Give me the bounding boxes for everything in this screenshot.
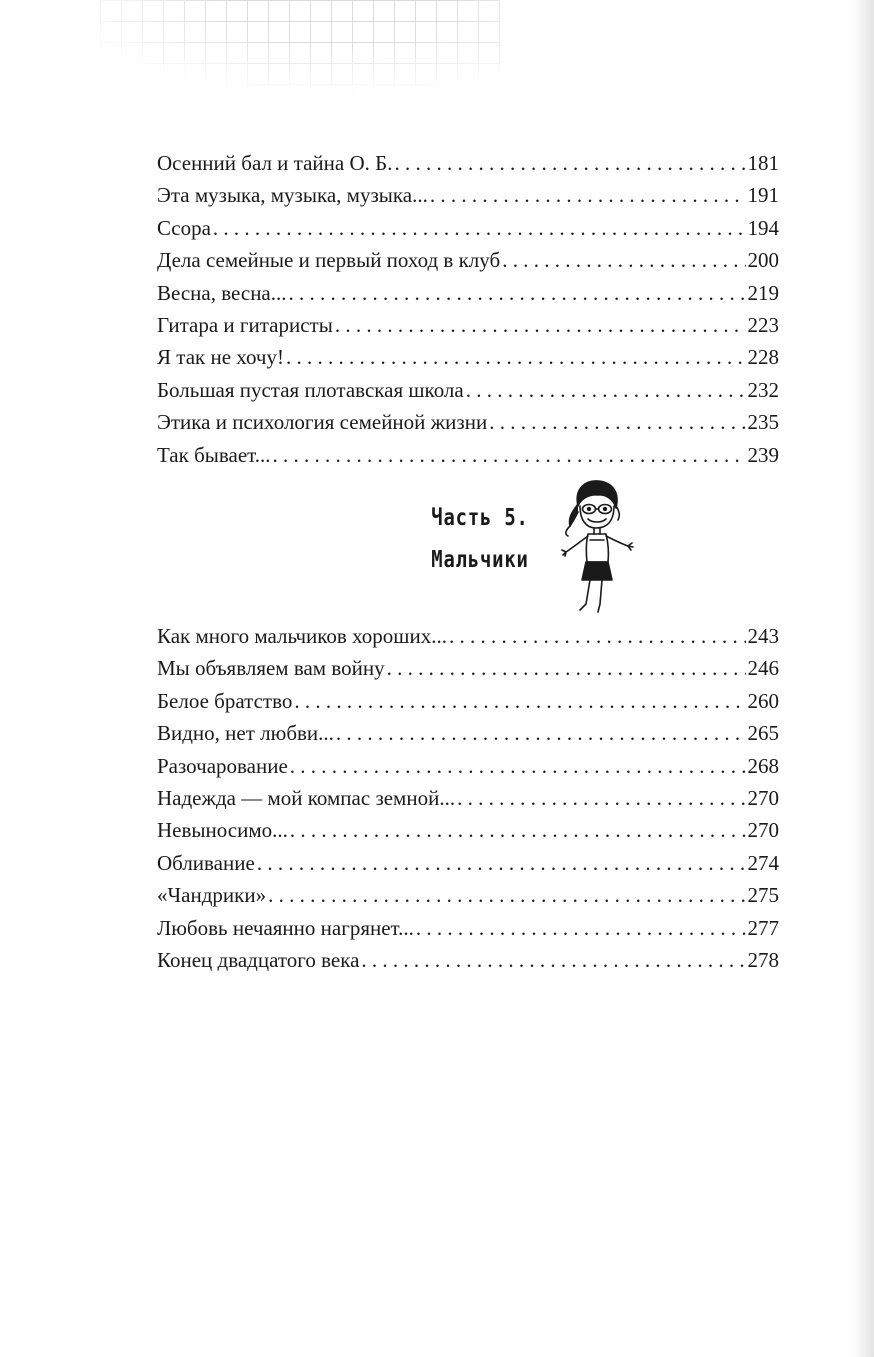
toc-entry-page: 239: [747, 442, 779, 467]
toc-entry-title: Обливание: [157, 850, 255, 875]
toc-leader-dots: [268, 879, 745, 911]
toc-leader-dots: [336, 717, 746, 749]
toc-leader-dots: [290, 750, 746, 782]
toc-entry-page: 200: [747, 248, 779, 273]
toc-entry-page: 246: [747, 656, 779, 681]
toc-entry[interactable]: [157, 944, 779, 976]
toc-entry-title: Надежда — мой компас земной...: [157, 785, 456, 810]
toc-leader-dots: [430, 179, 746, 211]
toc-entry-title: Ссора: [157, 215, 211, 240]
toc-leader-dots: [286, 341, 746, 373]
toc-entry-title: «Чандрики»: [157, 883, 267, 908]
toc-leader-dots: [466, 374, 746, 406]
toc-entry-title: Видно, нет любви...: [157, 721, 334, 746]
toc-leader-dots: [502, 244, 745, 276]
toc-entry[interactable]: [157, 782, 779, 814]
toc-leader-dots: [416, 912, 746, 944]
toc-entry-page: 270: [747, 785, 779, 810]
toc-leader-dots: [294, 685, 745, 717]
toc-entry-page: 268: [747, 753, 779, 778]
toc-entry-page: 228: [747, 345, 779, 370]
toc-entry[interactable]: [157, 879, 779, 911]
girl-illustration: [556, 476, 638, 616]
toc-entry-title: Невыносимо...: [157, 818, 288, 843]
toc-entry[interactable]: [157, 147, 779, 179]
part-number-heading: Часть 5.: [431, 505, 529, 531]
toc-entry-page: 219: [747, 280, 779, 305]
toc-entry[interactable]: [157, 179, 779, 211]
toc-leader-dots: [213, 212, 746, 244]
toc-entry-title: Осенний бал и тайна О. Б.: [157, 151, 393, 175]
toc-entry[interactable]: [157, 309, 779, 341]
toc-entry-page: 275: [747, 883, 779, 908]
toc-entry[interactable]: [157, 212, 779, 244]
toc-entry[interactable]: [157, 277, 779, 309]
toc-entry-title: Так бывает...: [157, 442, 271, 467]
toc-entry-page: 274: [747, 850, 779, 875]
toc-entry-title: Разочарование: [157, 753, 288, 778]
toc-leader-dots: [361, 944, 745, 976]
toc-leader-dots: [387, 652, 746, 684]
page-edge-shadow: [852, 0, 874, 1357]
toc-leader-dots: [457, 782, 745, 814]
toc-entry[interactable]: [157, 439, 779, 471]
toc-entry[interactable]: [157, 685, 779, 717]
toc-entry-page: 235: [747, 410, 779, 435]
toc-entry-page: 181: [747, 151, 779, 175]
toc-entry[interactable]: [157, 912, 779, 944]
toc-entry[interactable]: [157, 406, 779, 438]
toc-entry[interactable]: [157, 847, 779, 879]
toc-entry[interactable]: [157, 750, 779, 782]
toc-entry-title: Этика и психология семейной жизни: [157, 410, 488, 435]
toc-entry-title: Белое братство: [157, 688, 293, 713]
toc-entry-page: 278: [747, 947, 779, 972]
graph-paper-decoration: [100, 0, 500, 100]
toc-entry-title: Я так не хочу!: [157, 345, 284, 370]
toc-entry-title: Весна, весна...: [157, 280, 287, 305]
toc-entry[interactable]: [157, 374, 779, 406]
toc-entry-page: 270: [747, 818, 779, 843]
toc-entry-title: Дела семейные и первый поход в клуб: [157, 248, 501, 273]
toc-entry[interactable]: [157, 620, 779, 652]
toc-leader-dots: [273, 439, 746, 471]
toc-entry-title: Любовь нечаянно нагрянет...: [157, 915, 414, 940]
toc-leader-dots: [335, 309, 746, 341]
part-name-heading: Мальчики: [431, 547, 529, 573]
toc-entry-page: 277: [747, 915, 779, 940]
toc-leader-dots: [449, 620, 746, 652]
toc-entry-title: Гитара и гитаристы: [157, 312, 333, 337]
table-of-contents-section-1: [157, 147, 779, 471]
toc-leader-dots: [290, 814, 746, 846]
toc-entry[interactable]: [157, 814, 779, 846]
toc-entry-title: Эта музыка, музыка, музыка...: [157, 183, 428, 208]
toc-entry[interactable]: [157, 244, 779, 276]
toc-entry[interactable]: [157, 717, 779, 749]
toc-entry-title: Большая пустая плотавская школа: [157, 377, 464, 402]
toc-entry-page: 260: [747, 688, 779, 713]
table-of-contents-section-2: [157, 620, 779, 976]
toc-entry-title: Как много мальчиков хороших...: [157, 624, 447, 648]
toc-leader-dots: [394, 147, 745, 179]
toc-entry-page: 191: [747, 183, 779, 208]
toc-entry-page: 265: [747, 721, 779, 746]
toc-entry-page: 243: [747, 624, 779, 648]
toc-entry-title: Конец двадцатого века: [157, 947, 360, 972]
toc-entry-title: Мы объявляем вам войну: [157, 656, 385, 681]
toc-entry[interactable]: [157, 341, 779, 373]
toc-entry-page: 232: [747, 377, 779, 402]
toc-leader-dots: [289, 277, 746, 309]
toc-entry[interactable]: [157, 652, 779, 684]
toc-entry-page: 223: [747, 312, 779, 337]
toc-entry-page: 194: [747, 215, 779, 240]
toc-leader-dots: [257, 847, 746, 879]
toc-leader-dots: [489, 406, 745, 438]
